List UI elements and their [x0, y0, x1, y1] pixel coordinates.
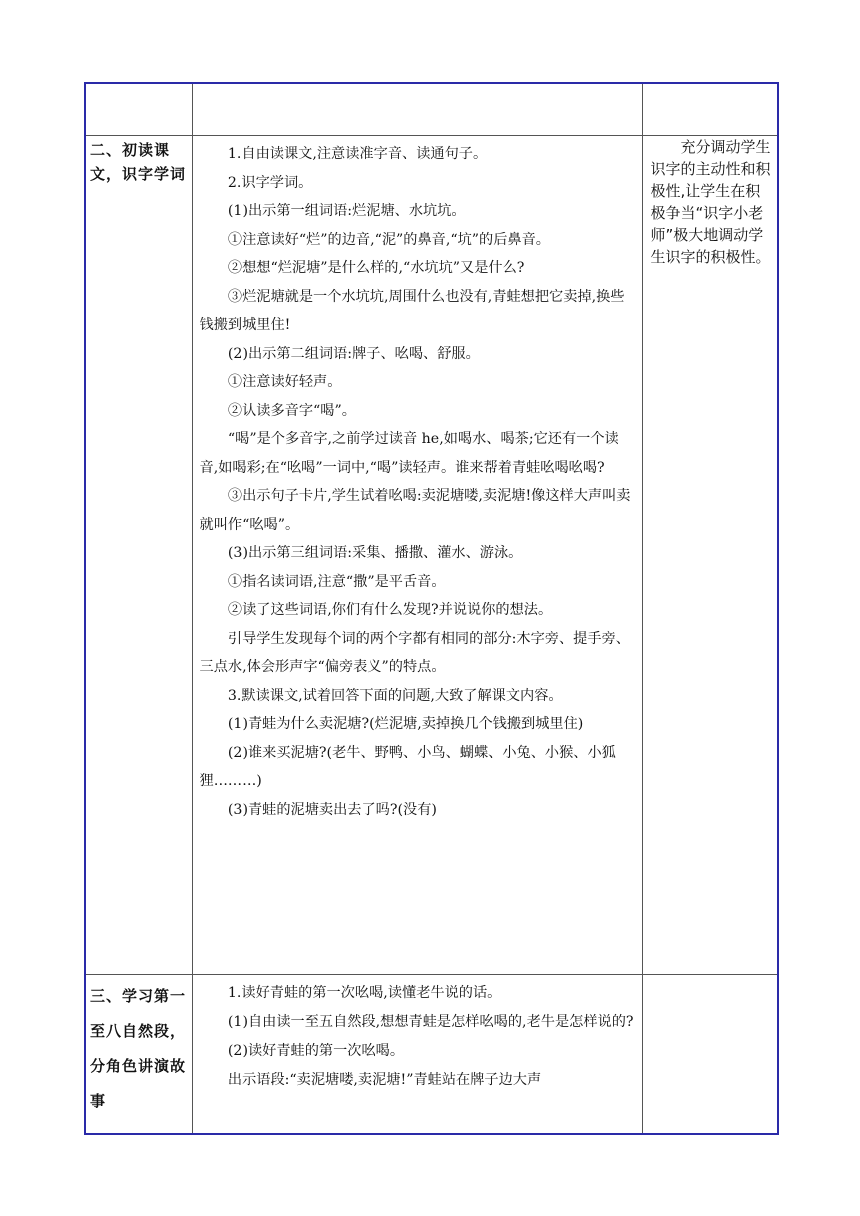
- note-cell: [642, 975, 778, 1135]
- paragraph: (3)青蛙的泥塘卖出去了吗?(没有): [227, 801, 437, 818]
- design-note: [643, 136, 778, 268]
- paragraph: (3)出示第三组词语:采集、播撒、灌水、游泳。: [227, 545, 523, 561]
- note-cell: [642, 136, 778, 975]
- paragraph: (2)读好青蛙的第一次吆喝。: [227, 1043, 405, 1059]
- stage-cell: [85, 975, 192, 1135]
- paragraph: ②读了这些词语,你们有什么发现?并说说你的想法。: [227, 602, 553, 618]
- paragraph: 1.读好青蛙的第一次吆喝,读懂老牛说的话。: [227, 985, 502, 1001]
- content-cell: [192, 136, 642, 975]
- paragraph: ①指名读词语,注意“撒”是平舌音。: [227, 573, 446, 590]
- paragraph: (2)出示第二组词语:牌子、吆喝、舒服。: [227, 345, 480, 362]
- content-cell: [192, 975, 642, 1135]
- paragraph: “喝”是个多音字,之前学过读音 he,如喝水、喝茶;它还有一个读音,如喝彩;在“吆喝”一词中,“喝”读轻声。谁来帮着青蛙吆喝吆喝?: [199, 431, 619, 476]
- lesson-plan-table: [84, 82, 779, 1135]
- note-cell: [642, 83, 778, 136]
- content-text: [193, 975, 642, 1095]
- table-row: [85, 975, 778, 1135]
- stage-title: 三、学习第一至八自然段，分角色讲演故事: [90, 987, 187, 1110]
- content-text: [193, 136, 642, 824]
- table-row: [85, 83, 778, 136]
- paragraph: ③出示句子卡片,学生试着吆喝:卖泥塘喽,卖泥塘!像这样大声叫卖就叫作“吆喝”。: [199, 488, 631, 533]
- paragraph: 引导学生发现每个词的两个字都有相同的部分:木字旁、提手旁、三点水,体会形声字“偏旁表义”的特点。: [199, 630, 630, 675]
- stage-cell: [85, 83, 192, 136]
- paragraph: (2)谁来买泥塘?(老牛、野鸭、小鸟、蝴蝶、小兔、小猴、小狐狸………): [199, 744, 616, 789]
- paragraph: ②想想“烂泥塘”是什么样的,“水坑坑”又是什么?: [227, 260, 525, 276]
- table-row: [85, 136, 778, 975]
- paragraph: 2.识字学词。: [227, 174, 313, 191]
- paragraph: ②认读多音字“喝”。: [227, 402, 356, 419]
- stage-cell: [85, 136, 192, 975]
- content-cell: [192, 83, 642, 136]
- paragraph: 1.自由读课文,注意读准字音、读通句子。: [227, 146, 488, 162]
- paragraph: (1)自由读一至五自然段,想想青蛙是怎样吆喝的,老牛是怎样说的?: [227, 1014, 634, 1030]
- paragraph: ①注意读好轻声。: [227, 374, 342, 390]
- paragraph: (1)青蛙为什么卖泥塘?(烂泥塘,卖掉换几个钱搬到城里住): [227, 716, 584, 732]
- note-text: 充分调动学生识字的主动性和积极性,让学生在积极争当“识字小老师”极大地调动学生识字的积极性。: [650, 138, 771, 266]
- paragraph: 3.默读课文,试着回答下面的问题,大致了解课文内容。: [227, 687, 563, 704]
- paragraph: 出示语段:“卖泥塘喽,卖泥塘!”青蛙站在牌子边大声: [227, 1072, 542, 1088]
- stage-title: 二、初读课文，识字学词: [90, 141, 187, 183]
- paragraph: ③烂泥塘就是一个水坑坑,周围什么也没有,青蛙想把它卖掉,换些钱搬到城里住!: [199, 288, 625, 333]
- paragraph: (1)出示第一组词语:烂泥塘、水坑坑。: [227, 203, 466, 219]
- paragraph: ①注意读好“烂”的边音,“泥”的鼻音,“坑”的后鼻音。: [227, 231, 550, 248]
